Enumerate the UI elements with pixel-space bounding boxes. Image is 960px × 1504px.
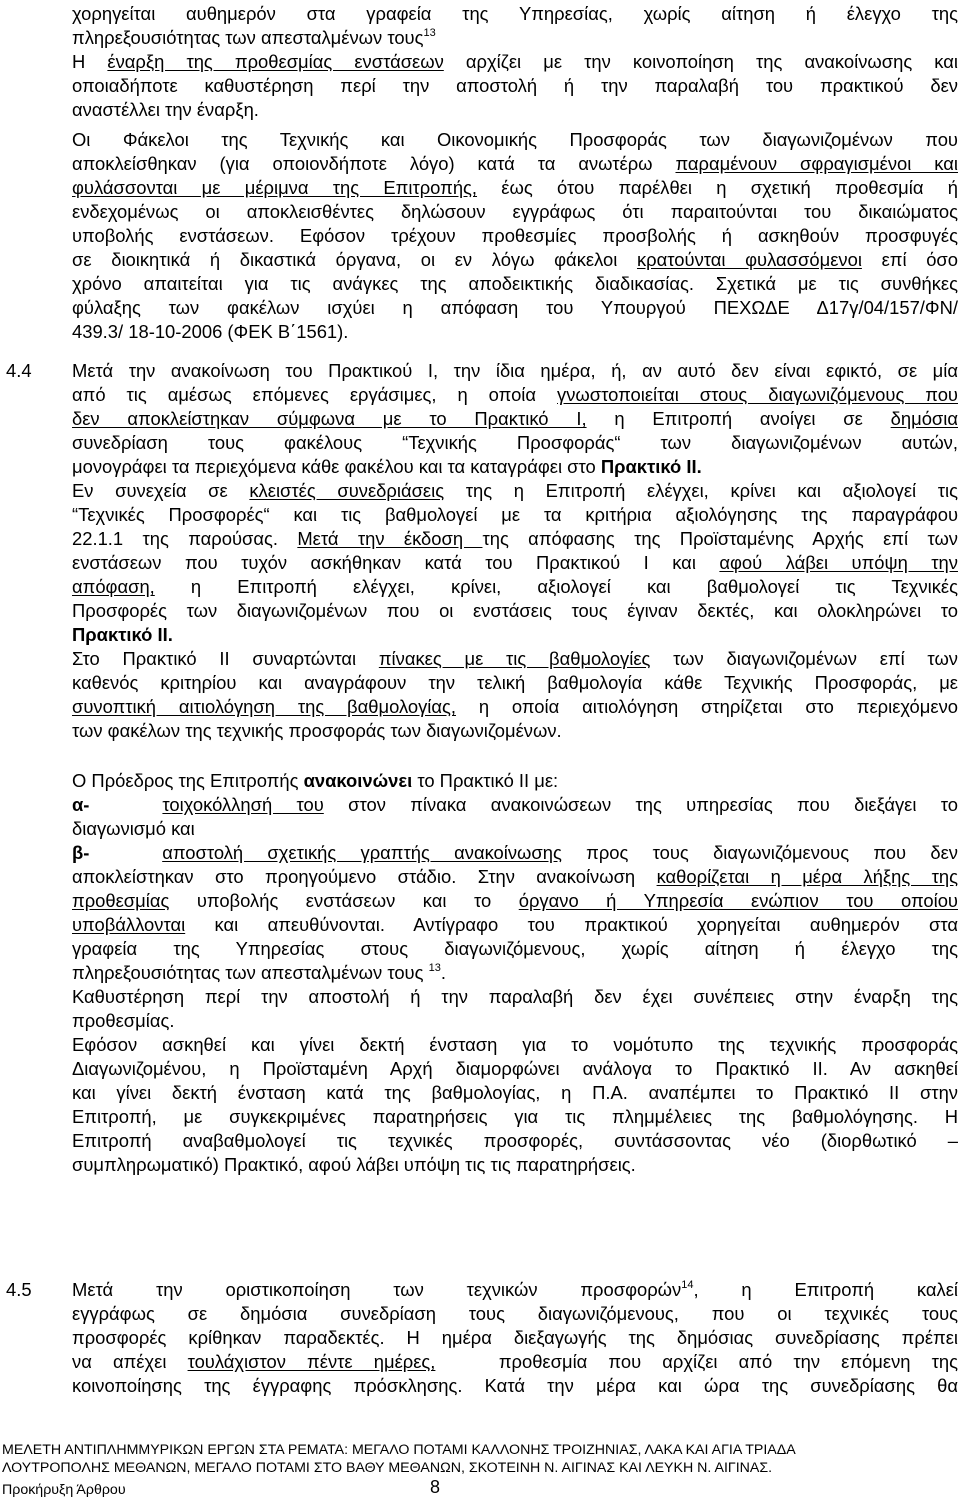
underlined-text: παραμένουν σφραγισμένοι και (675, 153, 958, 174)
text-line (72, 248, 958, 272)
bold-text: β- (72, 842, 90, 863)
bold-text: Πρακτικό ΙΙ. (72, 624, 173, 645)
text: σε διοικητικά ή δικαστικά όργανα, οι εν λόγω φάκελοι (72, 249, 637, 270)
underlined-text: αφού λάβει υπόψη την (719, 552, 958, 573)
text: Εφόσον ασκηθεί και γίνει δεκτή ένσταση για το νομότυπο της τεχνικής προσφοράς (72, 1034, 958, 1055)
text: της απόφασης της Προϊσταμένης Αρχής επί των (482, 528, 958, 549)
text: υποβολής ενστάσεων. Εφόσον τρέχουν προθεσμίες προσβολής ή ασκηθούν προσφυγές (72, 225, 958, 246)
text: καθενός κριτηρίου και αναγράφουν την τελική βαθμολογία κάθε Τεχνικής Προσφοράς, με (72, 672, 958, 693)
text: το Πρακτικό ΙΙ με: (412, 770, 559, 791)
underlined-text: προθεσμίας (72, 890, 170, 911)
underlined-text: όργανο ή Υπηρεσία ενώπιον του οποίου (518, 890, 958, 911)
text: προσφορές κρίθηκαν παραδεκτές. Η ημέρα διεξαγωγής της δημόσιας συνεδρίασης πρέπει (72, 1327, 958, 1348)
text: αρχίζει με την κοινοποίηση της ανακοίνωσης και (443, 51, 958, 72)
text-line (72, 383, 958, 407)
text: 22.1.1 της παρούσας. (72, 528, 298, 549)
text-line (72, 1374, 958, 1398)
text: προθεσμία που αρχίζει από την επόμενη της (435, 1351, 958, 1372)
text-line (72, 817, 195, 841)
text-line (72, 2, 958, 26)
underlined-text: δεν αποκλείστηκαν σύμφωνα με το Πρακτικό Ι, (72, 408, 587, 429)
text-line (72, 913, 958, 937)
text-line (72, 865, 958, 889)
text: Μετά την οριστικοποίηση των τεχνικών προσφορών (72, 1279, 682, 1300)
text-line (72, 623, 173, 647)
text-line (72, 26, 436, 50)
text-line (72, 647, 958, 671)
text: η Επιτροπή ελέγχει, κρίνει, αξιολογεί και βαθμολογεί τις Τεχνικές (154, 576, 958, 597)
text: Η (72, 51, 108, 72)
text: αποκλείστηκαν στο προηγούμενο στάδιο. Στην ανακοίνωση (72, 866, 657, 887)
text-line (72, 272, 958, 296)
section-number: 4.4 (6, 360, 32, 381)
text-line (72, 1105, 958, 1129)
text-line (72, 1350, 958, 1374)
text: έως ότου παρέλθει η σχετική προθεσμία ή (477, 177, 958, 198)
page-number: 8 (430, 1477, 441, 1497)
footer-project-line-1: ΜΕΛΕΤΗ ΑΝΤΙΠΛΗΜΜΥΡΙΚΩΝ ΕΡΓΩΝ ΣΤΑ ΡΕΜΑΤΑ: ΜΕΓΑΛΟ ΠΟΤΑΜΙ ΚΑΛΛΟΝΗΣ ΤΡΟΙΖΗΝΙΑΣ, ΛΑΚΑ ΚΑΙ ΑΓΙΑ ΤΡΙΑΔΑ (2, 1442, 796, 1458)
text-line (72, 769, 558, 793)
underlined-text: φυλάσσονται με μέριμνα της Επιτροπής, (72, 177, 478, 198)
text: αναστέλλει την έναρξη. (72, 99, 259, 120)
text: επί όσο (861, 249, 958, 270)
text-line (72, 1081, 958, 1105)
text: Διαγωνιζομένου, η Προϊσταμένη Αρχή διαμορφώνει ανάλογα το Πρακτικό ΙΙ. Αν ασκηθεί (72, 1058, 958, 1079)
text: συμπληρωματικό) Πρακτικό, αφού λάβει υπόψη τις τις παρατηρήσεις. (72, 1154, 636, 1175)
text: Εν συνεχεία σε (72, 480, 250, 501)
footer-document-title: Προκήρυξη Άρθρου (2, 1482, 126, 1498)
text-line (72, 455, 702, 479)
text: γραφεία της Υπηρεσίας στους διαγωνιζόμενους, χωρίς αίτηση ή έλεγχο της (72, 938, 958, 959)
text: προς τους διαγωνιζόμενους που δεν (561, 842, 958, 863)
underlined-text: έναρξη της προθεσμίας ενστάσεων (107, 51, 444, 72)
text: χρόνο απαιτείται για τις ανάγκες της αποδεικτικής διαδικασίας. Σχετικά με τις συνθήκες (72, 273, 958, 294)
footer-project-line-2: ΛΟΥΤΡΟΠΟΛΗΣ ΜΕΘΑΝΩΝ, ΜΕΓΑΛΟ ΠΟΤΑΜΙ ΣΤΟ ΒΑΘΥ ΜΕΘΑΝΩΝ, ΣΚΟΤΕΙΝΗ Ν. ΑΙΓΙΝΑΣ ΚΑΙ ΛΕΥΚΗ Ν. ΑΙΓΙΝΑΣ. (2, 1460, 773, 1476)
bold-text: Πρακτικό ΙΙ. (600, 456, 702, 477)
text: συνεδρίαση τους φακέλους “Τεχνικής Προσφοράς“ των διαγωνιζομένων αυτών, (72, 432, 958, 453)
text: Επιτροπή, με συγκεκριμένες παρατηρήσεις για τις πλημμέλειες της βαθμολόγησης. Η (72, 1106, 958, 1127)
text: ενδεχομένως οι αποκλεισθέντες δηλώσουν εγγράφως ότι παραιτούνται του δικαιώματος (72, 201, 958, 222)
text-line (72, 1009, 174, 1033)
text: κοινοποίησης της έγγραφης πρόσκλησης. Κατά την μέρα και ώρα της συνεδρίασης θα (72, 1375, 958, 1396)
text: των διαγωνιζομένων επί των (650, 648, 958, 669)
text-line (72, 1302, 958, 1326)
text-line (72, 599, 958, 623)
text: “Τεχνικές Προσφορές“ και τις βαθμολογεί με τα κριτήρια αξιολόγησης της παραγράφου (72, 504, 958, 525)
text-line (72, 937, 958, 961)
text-line (72, 671, 958, 695)
text-line (72, 551, 958, 575)
text-line (72, 176, 958, 200)
text: Επιτροπή αναβαθμολογεί τις τεχνικές προσφορές, συντάσσοντας νέο (διορθωτικό – (72, 1130, 958, 1151)
text: , η Επιτροπή καλεί (693, 1279, 959, 1300)
bold-text: α- (72, 794, 90, 815)
text: οποιαδήποτε καθυστέρηση περί την αποστολή ή την παραλαβή του πρακτικού δεν (72, 75, 958, 96)
text-line (72, 200, 958, 224)
underlined-text: υποβάλλονται (72, 914, 186, 935)
text-line (72, 1057, 958, 1081)
underlined-text: κλειστές συνεδριάσεις (249, 480, 445, 501)
text-line (72, 152, 958, 176)
underlined-text: τουλάχιστον πέντε ημέρες, (187, 1351, 436, 1372)
text: πληρεξουσιότητας των απεσταλμένων τους (72, 27, 424, 48)
text-line (72, 50, 958, 74)
text: μονογράφει τα περιεχόμενα κάθε φακέλου και τα καταγράφει στο (72, 456, 601, 477)
text-line (72, 407, 958, 431)
text: και απευθύνονται. Αντίγραφο του πρακτικού χορηγείται αυθημερόν στα (185, 914, 958, 935)
underlined-text: Μετά την έκδοση (297, 528, 483, 549)
text: χορηγείται αυθημερόν στα γραφεία της Υπηρεσίας, χωρίς αίτηση ή έλεγχο της (72, 3, 958, 24)
text-line (72, 1153, 636, 1177)
text: υποβολής ενστάσεων και το (169, 890, 519, 911)
footnote-ref[interactable]: 13 (423, 27, 436, 39)
text-line (72, 1278, 958, 1302)
underlined-text: δημόσια (890, 408, 958, 429)
text: Μετά την ανακοίνωση του Πρακτικού Ι, την ίδια ημέρα, ή, αν αυτό δεν είναι εφικτό, σε μία (72, 360, 958, 381)
text: διαγωνισμό και (72, 818, 195, 839)
text-line (72, 527, 958, 551)
text-line (72, 479, 958, 503)
text-line (72, 985, 958, 1009)
text-line (72, 503, 958, 527)
text: στον πίνακα ανακοινώσεων της υπηρεσίας που διεξάγει το (323, 794, 959, 815)
text-line (72, 793, 958, 817)
text-line (72, 575, 958, 599)
underlined-text: αποστολή σχετικής γραπτής ανακοίνωσης (162, 842, 562, 863)
text: ενστάσεων που τυχόν ασκήθηκαν κατά του Πρακτικού Ι και (72, 552, 720, 573)
underlined-text: γνωστοποιείται στους διαγωνιζόμενους που (557, 384, 958, 405)
text-line (72, 719, 562, 743)
underlined-text: καθορίζεται η μέρα λήξης της (656, 866, 958, 887)
text: εγγράφως σε δημόσια συνεδρίαση τους διαγωνιζόμενους, που οι τεχνικές τους (72, 1303, 958, 1324)
section-number: 4.5 (6, 1279, 32, 1300)
text-line (72, 961, 446, 985)
text: φύλαξης των φακέλων ισχύει η απόφαση του Υπουργού ΠΕΧΩΔΕ Δ17γ/04/157/ΦΝ/ (72, 297, 958, 318)
text-line (72, 128, 958, 152)
text-line (72, 841, 958, 865)
text: προθεσμίας. (72, 1010, 175, 1031)
text-line (72, 296, 958, 320)
text-line (72, 320, 348, 344)
text-line (72, 431, 958, 455)
text: της η Επιτροπή ελέγχει, κρίνει και αξιολογεί τις (444, 480, 958, 501)
text: . (440, 962, 446, 983)
underlined-text: πίνακες με τις βαθμολογίες (378, 648, 651, 669)
underlined-text: κρατούνται φυλασσόμενοι (636, 249, 862, 270)
text-line (72, 1129, 958, 1153)
text-line (72, 1033, 958, 1057)
bold-text: ανακοινώνει (303, 770, 413, 791)
text: Καθυστέρηση περί την αποστολή ή την παραλαβή δεν έχει συνέπειες στην έναρξη της (72, 986, 958, 1007)
underlined-text: απόφαση, (72, 576, 155, 597)
text: και γίνει δεκτή ένσταση κατά της βαθμολογίας, η Π.Α. αναπέμπει το Πρακτικό ΙΙ στην (72, 1082, 958, 1103)
text-line (72, 359, 958, 383)
text: η οποία αιτιολόγηση στηρίζεται στο περιεχόμενο (455, 696, 958, 717)
text: η Επιτροπή ανοίγει σε (586, 408, 891, 429)
text: των φακέλων της τεχνικής προσφοράς των διαγωνιζομένων. (72, 720, 562, 741)
text: 439.3/ 18-10-2006 (ΦΕΚ Β΄1561). (72, 321, 349, 342)
text: Ο Πρόεδρος της Επιτροπής (72, 770, 304, 791)
text: πληρεξουσιότητας των απεσταλμένων τους (72, 962, 429, 983)
text: Οι Φάκελοι της Τεχνικής και Οικονομικής Προσφοράς των διαγωνιζομένων που (72, 129, 958, 150)
text-line (72, 695, 958, 719)
text-line (72, 1326, 958, 1350)
text-line (72, 889, 958, 913)
text: Στο Πρακτικό ΙΙ συναρτώνται (72, 648, 379, 669)
text: από τις αμέσως επόμενες εργάσιμες, η οποία (72, 384, 557, 405)
text: Προσφορές των διαγωνιζομένων που οι ενστάσεις τους έγιναν δεκτές, και ολοκληρώνει το (72, 600, 958, 621)
footnote-ref[interactable]: 14 (681, 1279, 694, 1291)
text-line (72, 74, 958, 98)
footnote-ref[interactable]: 13 (428, 962, 441, 974)
text-line (72, 98, 259, 122)
text: να απέχει (72, 1351, 188, 1372)
text-line (72, 224, 958, 248)
underlined-text: συνοπτική αιτιολόγηση της βαθμολογίας, (72, 696, 456, 717)
underlined-text: τοιχοκόλλησή του (162, 794, 324, 815)
text: αποκλείσθηκαν (για οποιονδήποτε λόγο) κατά τα ανωτέρω (72, 153, 676, 174)
